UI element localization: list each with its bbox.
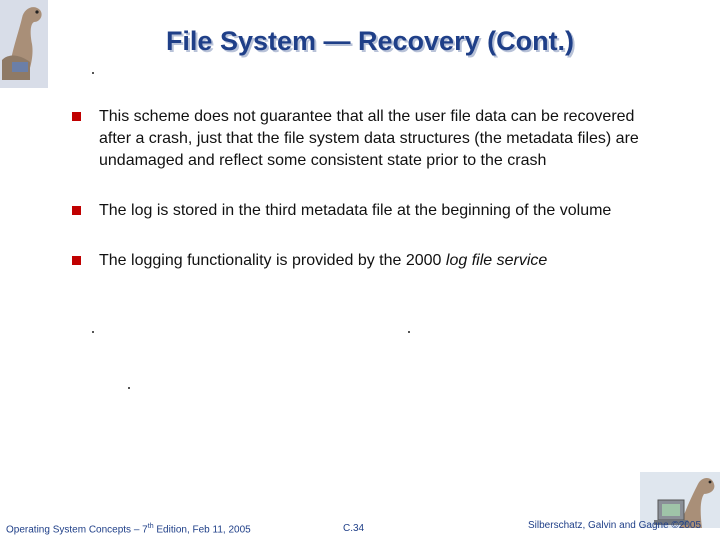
bullet-text: This scheme does not guarantee that all the user file data can be recovered after a crash, just that the file system data structures (the metadata files) are undamaged and reflect some consistent state prior to the crash xyxy=(99,108,639,169)
bullet-item xyxy=(72,200,662,222)
footer-book-prefix: Operating System Concepts – 7 xyxy=(6,524,148,536)
decorative-dot xyxy=(92,72,94,74)
bullet-square-icon xyxy=(72,256,81,265)
bullet-square-icon xyxy=(72,206,81,215)
bullet-item xyxy=(72,250,662,272)
slide-title: File System — Recovery (Cont.) xyxy=(165,26,575,56)
bullet-text: The log is stored in the third metadata file at the beginning of the volume xyxy=(99,202,612,219)
footer-copyright: Silberschatz, Galvin and Gagne ©2005 xyxy=(528,520,702,531)
footer-book-sup: th xyxy=(147,523,154,530)
bullet-item xyxy=(72,106,662,172)
bullet-list xyxy=(72,106,662,272)
bullet-square-icon xyxy=(72,112,81,121)
footer-book-title xyxy=(6,523,251,535)
footer-page-number: C.34 xyxy=(343,523,365,534)
decorative-dot xyxy=(128,387,130,389)
footer-book-suffix: Edition, Feb 11, 2005 xyxy=(153,524,251,536)
decorative-dot xyxy=(92,331,94,333)
bullet-italic-text: log file service xyxy=(445,252,548,269)
bullet-text: The logging functionality is provided by the 2000 xyxy=(99,252,446,269)
decorative-dot xyxy=(408,331,410,333)
